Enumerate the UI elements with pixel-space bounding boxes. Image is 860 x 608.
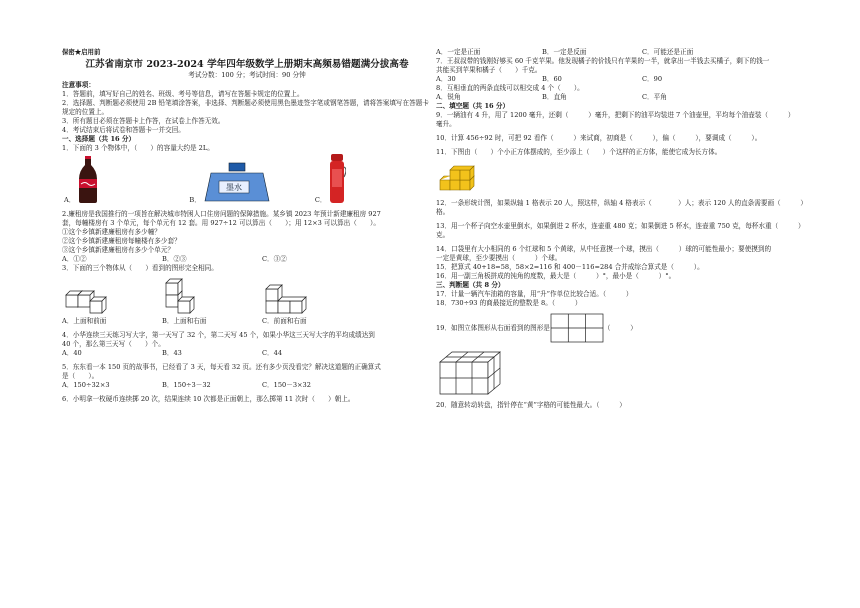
q3-options <box>62 317 432 326</box>
q19-grid-figure <box>550 313 604 343</box>
thermos-image <box>328 153 346 205</box>
q18-text: 18．730÷93 的商最接近的整数是 8。（ ） <box>436 299 582 307</box>
q12-line: 格。 <box>436 208 450 216</box>
q2-sub: ②这个乡镇新建廉租房每幢楼有多少套？ <box>62 237 181 245</box>
option-a: A．上面和前面 <box>62 317 107 325</box>
exam-subtitle: 考试分数：100 分；考试时间：90 分钟 <box>188 71 306 79</box>
option-a: A．30 <box>436 75 456 83</box>
q14-line: 一定是黄球，至少要摸出（ ）个球。 <box>436 254 562 262</box>
option-b: B．43 <box>162 349 182 357</box>
q3-figures <box>62 273 432 317</box>
q2-line: 套，每幢楼房有 3 个单元，每个单元有 12 套。用 927÷12 可以算出（ ）；用 12×3 可以算出（ ）。 <box>62 219 380 227</box>
right-column <box>436 48 814 410</box>
option-b: B．60 <box>542 75 562 83</box>
q13-line: 13．用一个杯子向空水壶里倒水，如果倒进 2 杯水，连壶重 480 克；如果倒进 5 杯水，连壶重 750 克，每杯水重（ ） <box>436 222 805 230</box>
q13-line: 克。 <box>436 231 450 239</box>
note-item: 2．选择题、判断题必须使用 2B 铅笔填涂答案，非选择、判断题必须使用黑色墨迹签字笔或钢笔答题，请将答案填写在答题卡规定的位置上。 <box>62 99 429 116</box>
option-b: B．②③ <box>162 255 187 263</box>
q11-cube-stack <box>438 160 498 194</box>
q17-text: 17．计量一辆汽车油箱的容量，用“升”作单位比较合适。（ ） <box>436 290 633 298</box>
q2-options <box>62 255 432 264</box>
note-item: 4．考试结束后将试卷和答题卡一并交回。 <box>62 126 185 134</box>
option-c: C．90 <box>642 75 663 83</box>
ink-label: 墨水 <box>225 183 242 192</box>
q2-sub: ③这个乡镇新建廉租房有多少个单元？ <box>62 246 175 254</box>
option-b: B．150÷3－32 <box>162 381 211 389</box>
option-c: C．可能还是正面 <box>642 48 694 56</box>
q12-line: 12．一条形统计图，如果纵轴 1 格表示 20 人，照这样，纵轴 4 格表示（ ）人；表示 120 人的直条需要画（ ） <box>436 199 808 207</box>
q6-options <box>436 48 814 57</box>
q4-options <box>62 349 432 358</box>
secret-mark: 保密★启用前 <box>62 48 101 56</box>
option-b: B．直角 <box>542 93 567 101</box>
q5-options <box>62 381 432 390</box>
q4-line: 4．小华连续三天练习写大字，第一天写了 32 个，第二天写 45 个，如果小华这三天写大字的平均成绩达到 <box>62 331 375 339</box>
q11-text: 11．下图由（ ）个小正方体摆成的，至少添上（ ）个这样的正方体，能使它成为长方体。 <box>436 148 722 156</box>
q1-text: 1．下面的 3 个物体中，（ ）的容量大约是 2L。 <box>62 144 214 152</box>
q3-text: 3．下面的三个物体从（ ）看到的图形完全相同。 <box>62 264 218 272</box>
q15-text: 15．把算式 40+18=58，58×2=116 和 400－116=284 合并成综合算式是（ ）。 <box>436 263 704 271</box>
q1-option-label: C． <box>314 196 327 204</box>
option-c: C．44 <box>262 349 283 357</box>
q8-text: 8．互相垂直的两条直线可以相交成 4 个（ ）。 <box>436 84 584 92</box>
ink-bottle-image <box>203 161 271 205</box>
option-a: A．150÷32×3 <box>62 381 110 389</box>
q7-line: 7．王叔叔带的钱刚好够买 60 千克苹果。他发现橘子的价钱只有苹果的一半，就拿出一半钱去买橘子，剩下的钱一 <box>436 57 770 65</box>
q7-options <box>436 75 814 84</box>
option-c: C．150－3×32 <box>262 381 311 389</box>
cola-bottle-image <box>77 155 99 205</box>
option-c: C．③② <box>262 255 287 263</box>
q7-line: 共能买到苹果和橘子（ ）千克。 <box>436 66 542 74</box>
option-c: C．前面和右面 <box>262 317 307 325</box>
q2-line: 2.廉租房是我国推行的一项旨在解决城市特困人口住房问题的保障措施。某乡镇 2023 年预计新建廉租房 927 <box>62 210 381 218</box>
q4-line: 40 个，那么第三天写（ ）个。 <box>62 340 165 348</box>
q5-line: 5．东东看一本 150 页的故事书，已经看了 3 天，每天看 32 页。还有多少页没看完？解决这道题的正确算式 <box>62 363 381 371</box>
q10-text: 10．计算 456÷92 时，可把 92 看作（ ）来试商，初商是（ ），偏（ ），要调成（ ）。 <box>436 134 762 142</box>
q1-figures <box>64 153 432 205</box>
q16-text: 16．用一副三角板拼成的钝角的度数，最大是（ ）°，最小是（ ）°。 <box>436 272 676 280</box>
option-a: A．①② <box>62 255 87 263</box>
option-a: A．40 <box>62 349 82 357</box>
q19-text: 19．如图立体图形从右面看到的图形是 <box>436 323 550 332</box>
cube-figure-c <box>262 275 362 317</box>
cube-figure-b <box>162 275 262 317</box>
q5-line: 是（ ）。 <box>62 372 99 380</box>
section1-heading: 一、选择题（共 16 分） <box>62 135 136 143</box>
q6-text: 6．小明拿一枚硬币连续掷 20 次，结果连续 10 次都是正面朝上，那么掷第 11 次时（ ）朝上。 <box>62 395 355 403</box>
q9-line: 毫升。 <box>436 120 456 128</box>
q19-row <box>436 312 814 344</box>
q20-text: 20．随意转动转盘，指针停在“黄”字格的可能性最大。（ ） <box>436 401 626 409</box>
q2-sub: ①这个乡镇新建廉租房有多少幢？ <box>62 228 161 236</box>
option-a: A．锐角 <box>436 93 461 101</box>
exam-title: 江苏省南京市 2023-2024 学年四年级数学上册期末高频易错题满分拔高卷 <box>85 59 409 70</box>
q19-blank: （ ） <box>603 323 637 332</box>
q9-line: 9．一辆油有 4 升，用了 1200 毫升，还剩（ ）毫升，把剩下的油平均装进 7 个油壶里，平均每个油壶装（ ） <box>436 111 795 119</box>
cube-figure-a <box>62 275 162 317</box>
section2-heading: 二、填空题（共 16 分） <box>436 102 510 110</box>
option-b: B．上面和右面 <box>162 317 207 325</box>
option-a: A．一定是正面 <box>436 48 481 56</box>
notes-heading: 注意事项： <box>62 81 95 89</box>
q14-line: 14．口袋里有大小相同的 6 个红球和 5 个黄球，从中任意摸一个球，摸出（ ）球的可能性最小；要使摸到的 <box>436 245 772 253</box>
left-column <box>62 48 432 404</box>
q1-option-label: B． <box>189 196 201 204</box>
note-item: 1．答题前，填写好自己的姓名、班级、考号等信息，请写在答题卡规定的位置上。 <box>62 90 304 98</box>
section3-heading: 三、判断题（共 8 分） <box>436 281 505 289</box>
q19-solid-figure <box>438 350 504 396</box>
option-b: B．一定是反面 <box>542 48 587 56</box>
q8-options <box>436 93 814 102</box>
note-item: 3．所有题目必须在答题卡上作答，在试卷上作答无效。 <box>62 117 225 125</box>
option-c: C．平角 <box>642 93 667 101</box>
q1-option-label: A． <box>64 196 76 204</box>
